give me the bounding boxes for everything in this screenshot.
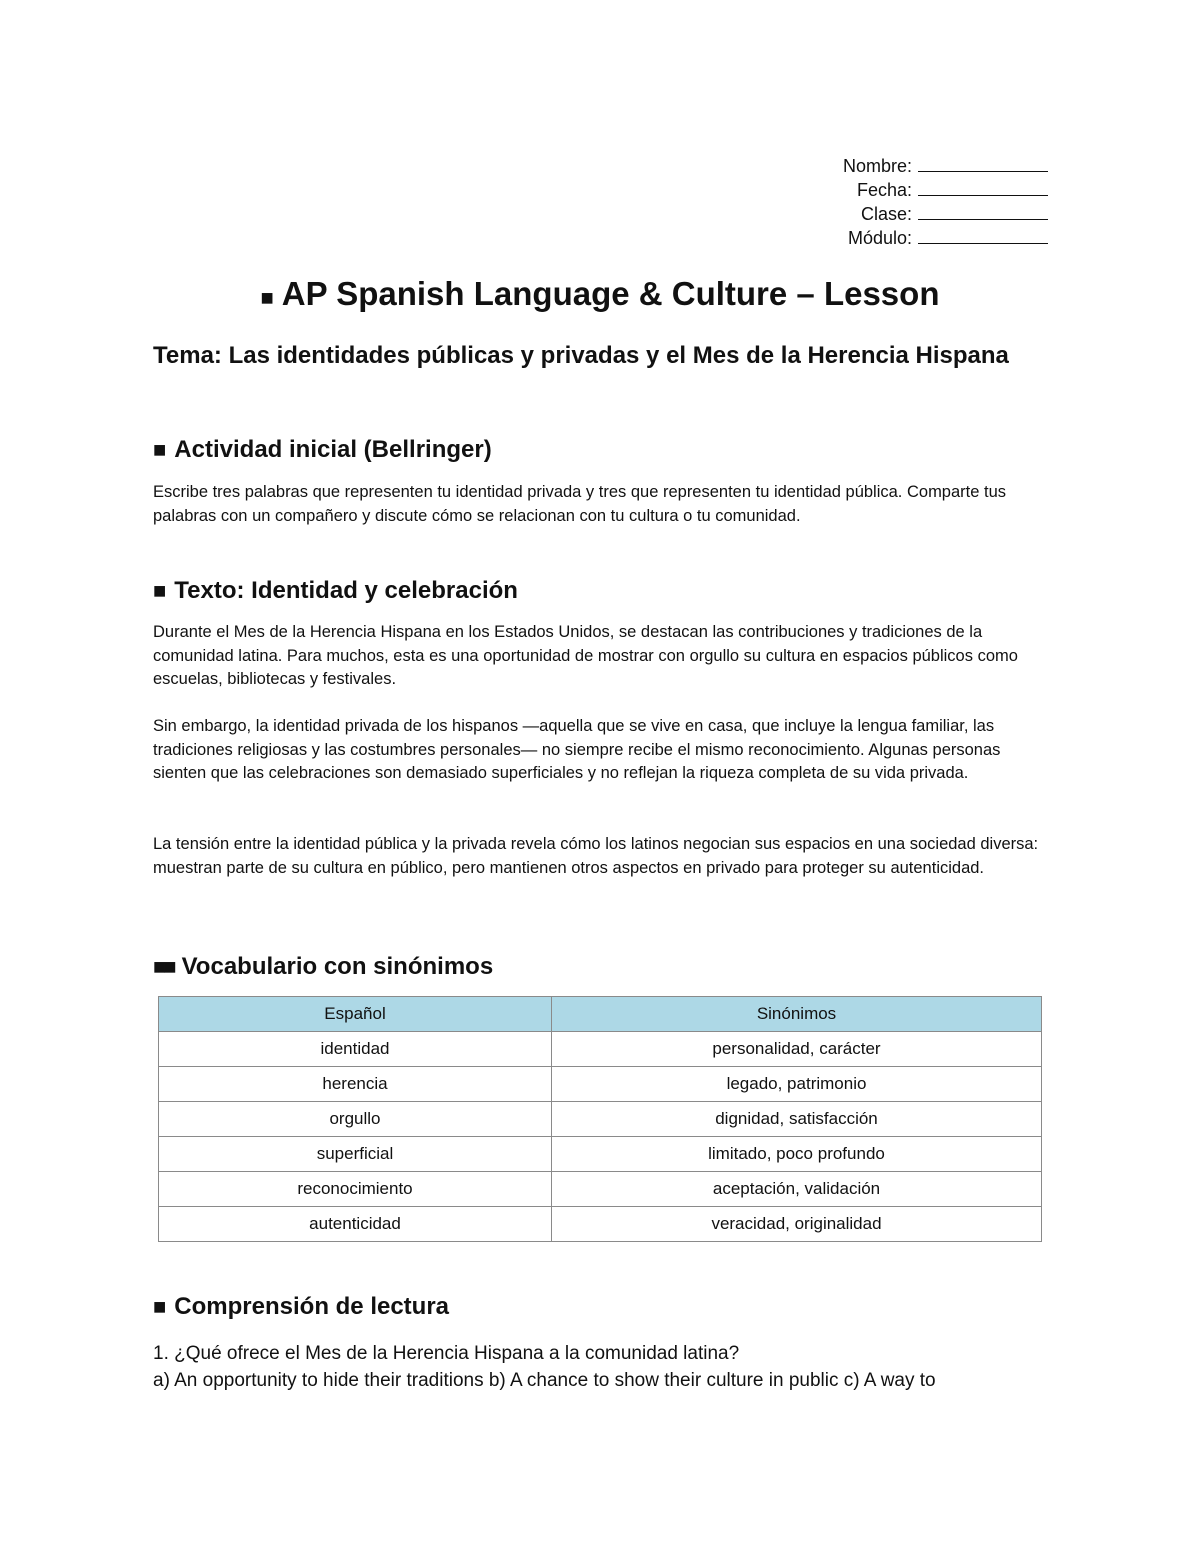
module-field (843, 226, 1048, 250)
reading-paragraph-2: Sin embargo, la identidad privada de los hispanos —aquella que se vive en casa, que incluye la lengua familiar, las tradiciones religiosas y las costumbres personales— no siempre recibe el mismo reconocimiento. Algunas personas sienten que las celebraciones son demasiado superficiales y no reflejan la riqueza completa de su vida privada. (153, 717, 1001, 782)
vocab-table (158, 996, 1042, 1242)
word-cell: reconocimiento (159, 1172, 552, 1207)
topic-title: Tema: Las identidades públicas y privadas y el Mes de la Herencia Hispana (153, 342, 1009, 369)
word-cell: identidad (159, 1032, 552, 1067)
reading-paragraph-3: La tensión entre la identidad pública y la privada revela cómo los latinos negocian sus espacios en una sociedad diversa: muestran parte de su cultura en público, pero mantienen otros aspectos en privado para proteger su autenticidad. (153, 835, 1039, 877)
class-field (843, 202, 1048, 226)
date-blank (918, 178, 1048, 196)
word-cell: orgullo (159, 1102, 552, 1137)
table-row (159, 1032, 1042, 1067)
comprehension-heading-text: Comprensión de lectura (174, 1293, 450, 1320)
square-bullet-icon: ■ (260, 285, 274, 310)
reading-heading-text: Texto: Identidad y celebración (174, 577, 518, 604)
table-header-row (159, 997, 1042, 1032)
bellringer-heading-text: Actividad inicial (Bellringer) (174, 436, 492, 463)
student-info-fields (843, 154, 1048, 250)
name-field (843, 154, 1048, 178)
table-row (159, 1067, 1042, 1102)
reading-paragraph-1: Durante el Mes de la Herencia Hispana en los Estados Unidos, se destacan las contribuciones y tradiciones de la comunidad latina. Para muchos, esta es una oportunidad de mostrar con orgullo su cultura en espacios públicos como escuelas, bibliotecas y festivales. (153, 623, 1018, 688)
synonym-cell: limitado, poco profundo (552, 1137, 1042, 1172)
class-label: Clase: (860, 204, 912, 224)
synonym-cell: aceptación, validación (552, 1172, 1042, 1207)
column-header-synonyms: Sinónimos (552, 997, 1042, 1032)
word-cell: herencia (159, 1067, 552, 1102)
name-blank (918, 154, 1048, 172)
table-row (159, 1102, 1042, 1137)
date-field (843, 178, 1048, 202)
bellringer-heading (153, 435, 492, 465)
page-title-text: AP Spanish Language & Culture – Lesson (281, 275, 940, 312)
comprehension-heading (153, 1292, 449, 1322)
table-row (159, 1172, 1042, 1207)
word-cell: autenticidad (159, 1207, 552, 1242)
question-1-options: a) An opportunity to hide their traditions b) A chance to show their culture in public c) A way to (153, 1370, 936, 1391)
column-header-spanish: Español (159, 997, 552, 1032)
square-bullet-icon: ■ (153, 1294, 167, 1319)
question-1: 1. ¿Qué ofrece el Mes de la Herencia Hispana a la comunidad latina? (153, 1343, 740, 1364)
table-row (159, 1137, 1042, 1172)
module-label: Módulo: (847, 228, 912, 248)
synonym-cell: legado, patrimonio (552, 1067, 1042, 1102)
table-row (159, 1207, 1042, 1242)
synonym-cell: veracidad, originalidad (552, 1207, 1042, 1242)
page-title (0, 274, 1200, 318)
synonym-cell: dignidad, satisfacción (552, 1102, 1042, 1137)
synonym-cell: personalidad, carácter (552, 1032, 1042, 1067)
class-blank (918, 202, 1048, 220)
module-blank (918, 226, 1048, 244)
square-bullet-icon: ■ (153, 437, 167, 462)
square-bullet-icon: ■ (153, 578, 167, 603)
name-label: Nombre: (842, 156, 912, 176)
vocab-heading (153, 952, 493, 982)
bellringer-text: Escribe tres palabras que representen tu identidad privada y tres que representen tu identidad pública. Comparte tus palabras con un compañero y discute cómo se relacionan con tu cultura o tu comunidad. (153, 483, 1007, 525)
date-label: Fecha: (856, 180, 912, 200)
reading-heading (153, 576, 518, 606)
flag-icon: ■■ (153, 954, 174, 979)
word-cell: superficial (159, 1137, 552, 1172)
vocab-heading-text: Vocabulario con sinónimos (181, 953, 494, 980)
